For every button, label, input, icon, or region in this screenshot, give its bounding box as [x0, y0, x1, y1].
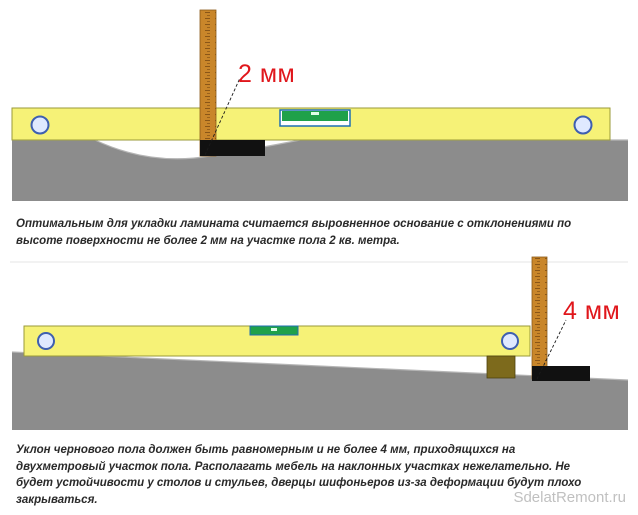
caption-line: двухметровый участок пола. Располагать мебель на наклонных участках нежелательно. Не [16, 460, 571, 473]
site-watermark: SdelatRemont.ru [513, 489, 626, 506]
shim-block-top [200, 140, 265, 156]
caption-line: закрываться. [16, 493, 98, 506]
bubble-vial-bottom [250, 326, 298, 335]
level-hole-left-bottom [38, 333, 54, 349]
scene-sloped-floor [12, 257, 628, 430]
measuring-ruler-top [200, 10, 216, 156]
caption-line: будет устойчивости у столов и стульев, дверцы шифоньеров из-за деформации будут плохо [16, 477, 582, 489]
level-hole-right-bottom [502, 333, 518, 349]
measuring-ruler-bottom [532, 257, 547, 379]
caption-line: Уклон чернового пола должен быть равномерным и не более 4 мм, приходящихся на [16, 444, 516, 456]
floor-slab-top [12, 140, 628, 201]
gap-label-4mm: 4 мм [563, 297, 621, 325]
caption-line: высоте поверхности не более 2 мм на участке пола 2 кв. метра. [16, 234, 400, 247]
level-hole-left-top [32, 117, 49, 134]
shim-block-bottom [532, 366, 590, 381]
caption-line: Оптимальным для укладки ламината считается выровненное основание с отклонениями по [16, 218, 572, 230]
gap-label-2mm: 2 мм [238, 60, 296, 88]
level-hole-right-top [575, 117, 592, 134]
caption-even-floor [16, 216, 628, 249]
bubble-vial-top [280, 110, 350, 126]
support-block [487, 356, 515, 378]
scene-even-floor [12, 10, 628, 201]
